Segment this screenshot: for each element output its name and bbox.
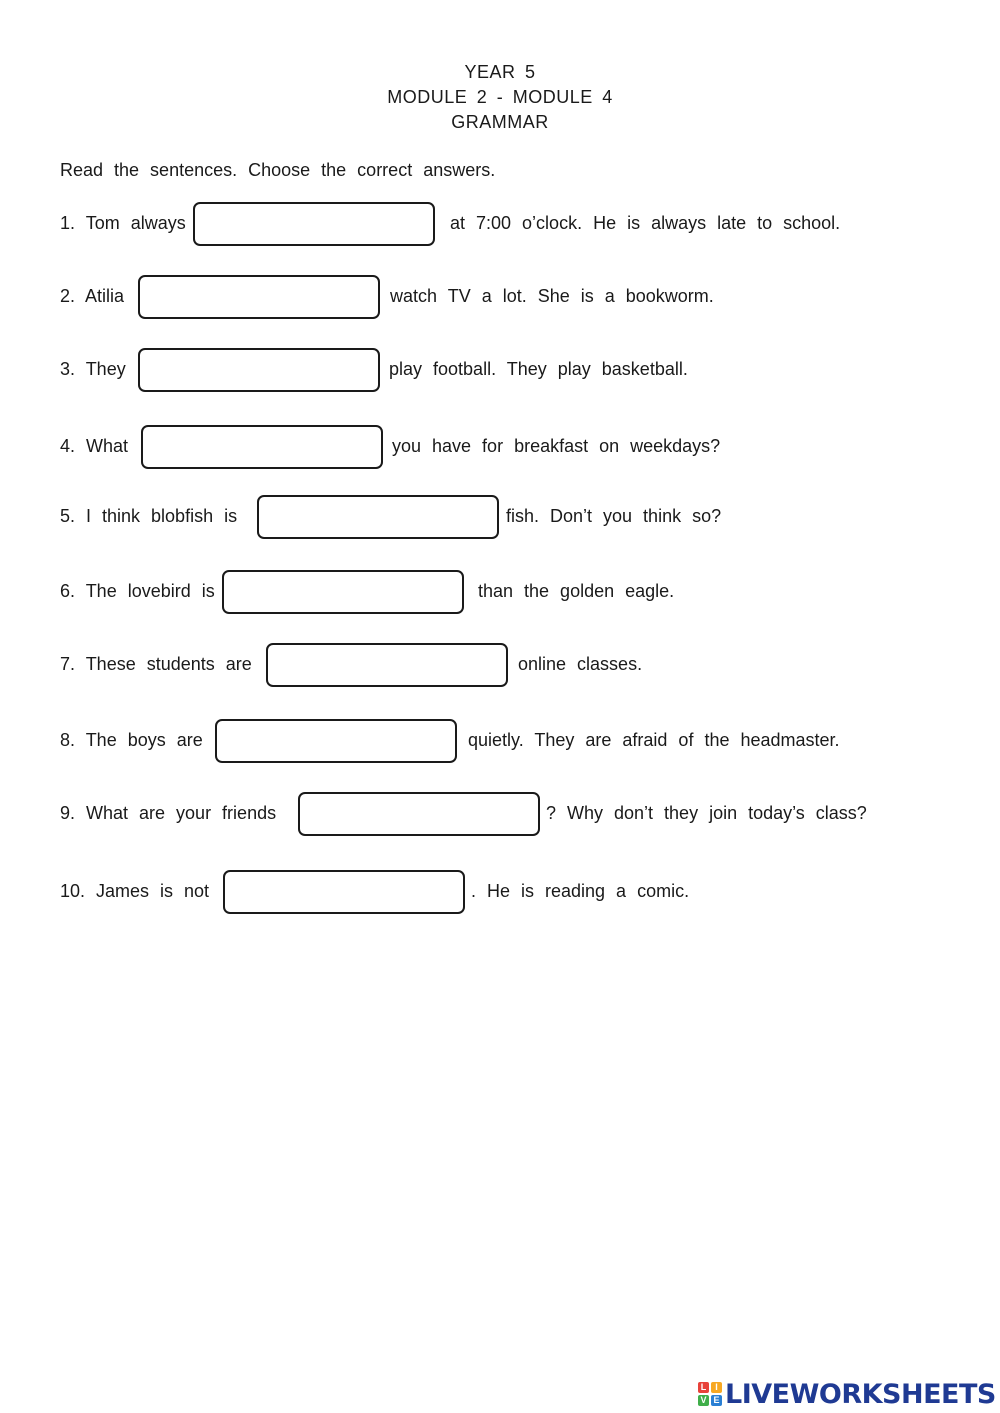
answer-box-1[interactable]: [193, 202, 435, 246]
answer-box-5[interactable]: [257, 495, 499, 539]
question-5-suffix: fish. Don’t you think so?: [506, 506, 722, 526]
answer-box-2[interactable]: [138, 275, 380, 319]
question-7-suffix: online classes.: [518, 654, 643, 674]
question-7: [60, 643, 960, 689]
answer-box-4[interactable]: [141, 425, 383, 469]
logo-mark-icon: [698, 1382, 722, 1406]
question-10: [60, 870, 960, 916]
question-8-suffix: quietly. They are afraid of the headmaster.: [468, 730, 840, 750]
question-2-prefix: 2. Atilia: [60, 286, 125, 306]
instruction-text: Read the sentences. Choose the correct answers.: [60, 160, 496, 180]
question-2-suffix: watch TV a lot. She is a bookworm.: [390, 286, 714, 306]
answer-box-8[interactable]: [215, 719, 457, 763]
question-3: [60, 348, 960, 394]
question-6: [60, 570, 960, 616]
worksheet-header: [0, 60, 1000, 135]
logo-mark-v: V: [698, 1395, 709, 1406]
header-year: YEAR 5: [464, 62, 536, 82]
question-9-prefix: 9. What are your friends: [60, 803, 277, 823]
question-6-prefix: 6. The lovebird is: [60, 581, 215, 601]
question-4-prefix: 4. What: [60, 436, 129, 456]
question-1: [60, 202, 960, 248]
question-6-suffix: than the golden eagle.: [478, 581, 675, 601]
question-3-prefix: 3. They: [60, 359, 126, 379]
logo-mark-i: I: [711, 1382, 722, 1393]
answer-box-3[interactable]: [138, 348, 380, 392]
answer-box-10[interactable]: [223, 870, 465, 914]
question-2: [60, 275, 960, 321]
question-4-suffix: you have for breakfast on weekdays?: [392, 436, 721, 456]
question-9: [60, 792, 960, 838]
question-3-suffix: play football. They play basketball.: [389, 359, 688, 379]
question-5-prefix: 5. I think blobfish is: [60, 506, 238, 526]
header-topic: GRAMMAR: [451, 112, 549, 132]
question-7-prefix: 7. These students are: [60, 654, 252, 674]
logo-mark-e: E: [711, 1395, 722, 1406]
logo-text: LIVEWORKSHEETS: [725, 1378, 996, 1410]
question-10-prefix: 10. James is not: [60, 881, 210, 901]
question-8-prefix: 8. The boys are: [60, 730, 203, 750]
logo-mark-l: L: [698, 1382, 709, 1393]
question-8: [60, 719, 960, 765]
answer-box-7[interactable]: [266, 643, 508, 687]
answer-box-6[interactable]: [222, 570, 464, 614]
question-4: [60, 425, 960, 471]
liveworksheets-logo: [698, 1377, 996, 1411]
question-10-suffix: . He is reading a comic.: [471, 881, 690, 901]
question-1-suffix: at 7:00 o’clock. He is always late to school.: [450, 213, 841, 233]
header-modules: MODULE 2 - MODULE 4: [387, 87, 613, 107]
answer-box-9[interactable]: [298, 792, 540, 836]
question-1-prefix: 1. Tom always: [60, 213, 186, 233]
question-9-suffix: ? Why don’t they join today’s class?: [546, 803, 867, 823]
question-5: [60, 495, 960, 541]
